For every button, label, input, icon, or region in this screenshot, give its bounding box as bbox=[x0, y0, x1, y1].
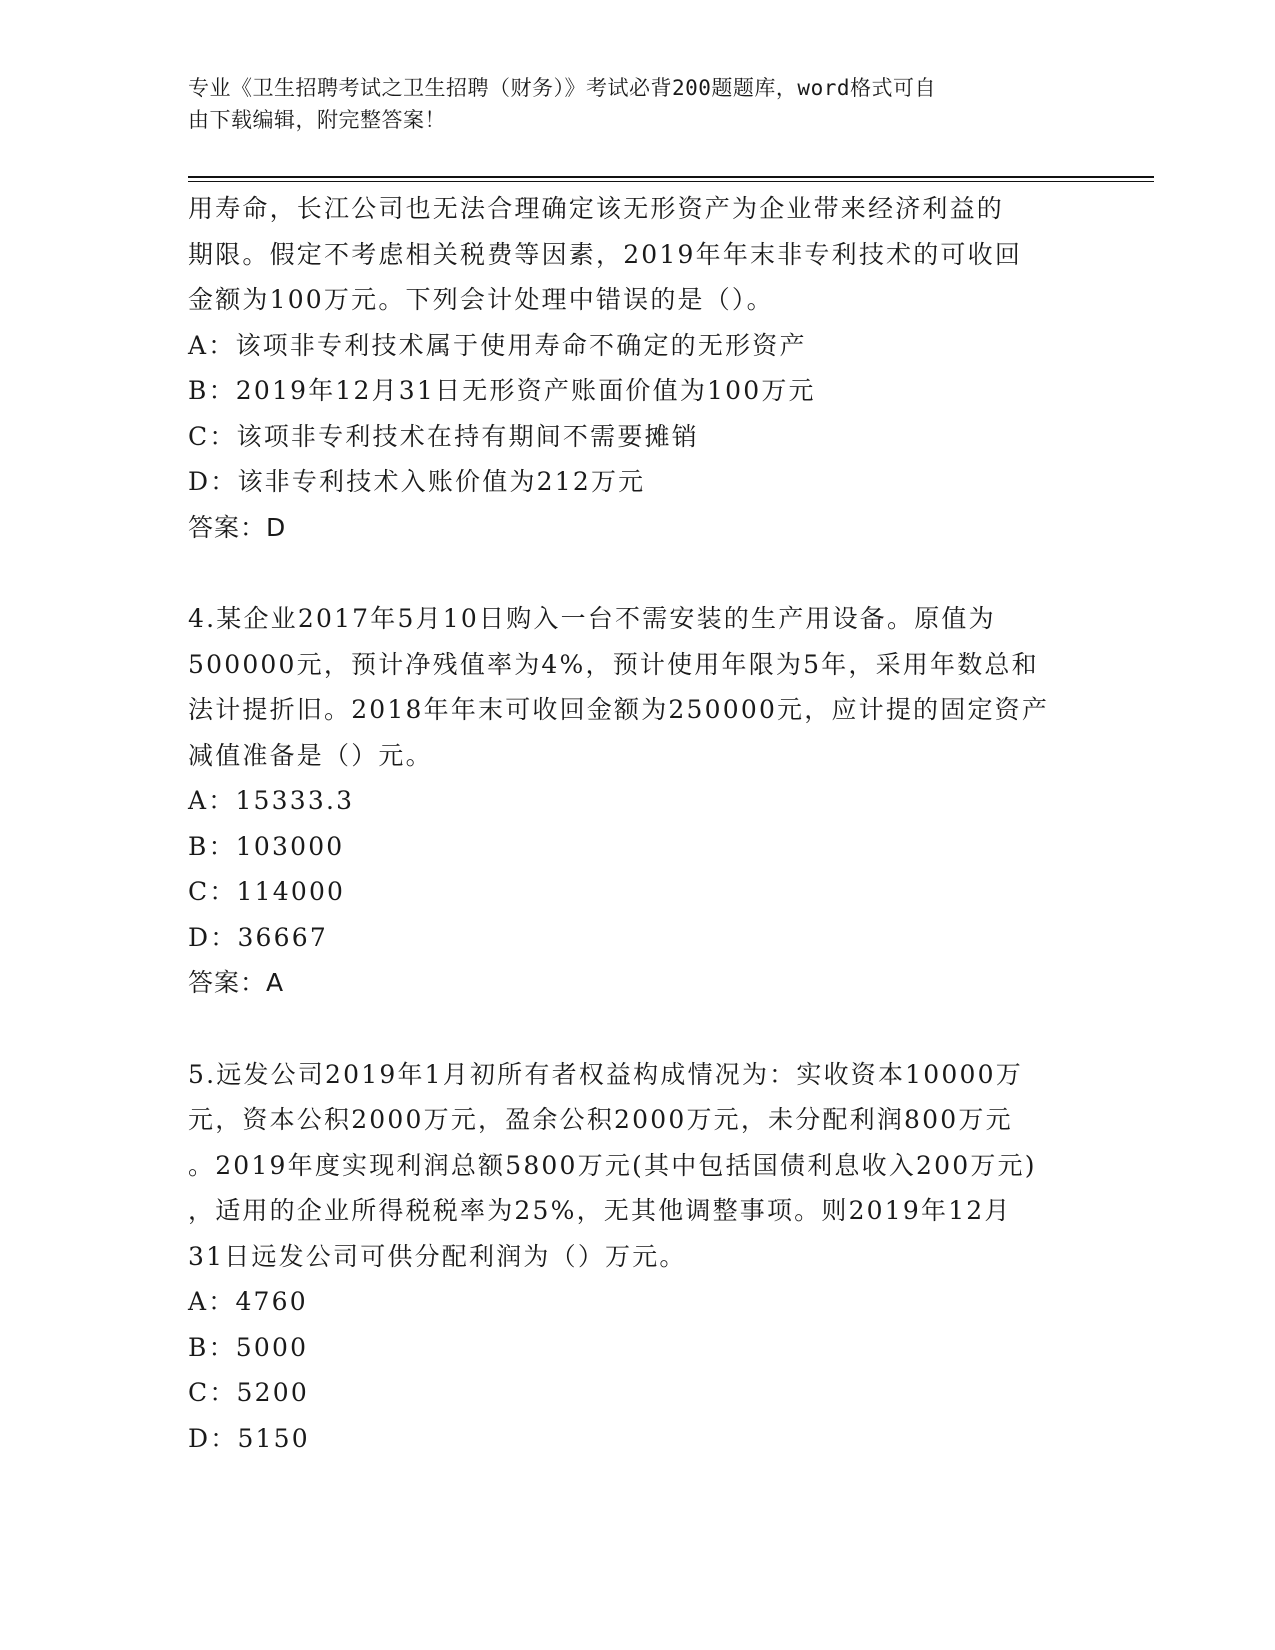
question-stem-line: 用寿命，长江公司也无法合理确定该无形资产为企业带来经济利益的 bbox=[188, 194, 1005, 223]
question-3 bbox=[188, 186, 1088, 550]
question-4 bbox=[188, 596, 1088, 1006]
option-b: B：103000 bbox=[188, 831, 345, 861]
option-c: C：该项非专利技术在持有期间不需要摊销 bbox=[188, 421, 699, 451]
header-line-1: 专业《卫生招聘考试之卫生招聘（财务）》考试必背200题题库，word格式可自 bbox=[188, 76, 936, 100]
header-rule-thin bbox=[188, 181, 1154, 182]
question-stem-line: 5.远发公司2019年1月初所有者权益构成情况为：实收资本10000万 bbox=[188, 1059, 1023, 1089]
question-stem-line: 元，资本公积2000万元，盈余公积2000万元，未分配利润800万元 bbox=[188, 1105, 1013, 1134]
answer-label: 答案：D bbox=[188, 512, 287, 542]
question-stem-line: 500000元，预计净残值率为4%，预计使用年限为5年，采用年数总和 bbox=[188, 649, 1039, 679]
option-d: D：5150 bbox=[188, 1423, 310, 1453]
question-stem-line: 金额为100万元。下列会计处理中错误的是（）。 bbox=[188, 285, 774, 314]
header-rule-thick bbox=[188, 176, 1154, 178]
option-b: B：2019年12月31日无形资产账面价值为100万元 bbox=[188, 376, 816, 405]
header-line-2: 由下载编辑，附完整答案！ bbox=[188, 108, 446, 132]
option-c: C：114000 bbox=[188, 877, 346, 906]
option-a: A：该项非专利技术属于使用寿命不确定的无形资产 bbox=[188, 330, 807, 360]
answer-label: 答案：A bbox=[188, 968, 285, 997]
option-c: C：5200 bbox=[188, 1378, 309, 1407]
option-d: D：36667 bbox=[188, 922, 328, 952]
option-b: B：5000 bbox=[188, 1332, 309, 1362]
question-stem-line: 法计提折旧。2018年年末可收回金额为250000元，应计提的固定资产 bbox=[188, 695, 1050, 724]
document-body bbox=[188, 186, 1088, 1461]
option-a: A：15333.3 bbox=[188, 786, 355, 815]
question-stem-line: ，适用的企业所得税税率为25%，无其他调整事项。则2019年12月 bbox=[188, 1196, 1012, 1225]
question-stem-line: 。2019年度实现利润总额5800万元(其中包括国债利息收入200万元) bbox=[188, 1150, 1037, 1180]
document-header bbox=[188, 72, 1068, 136]
question-5 bbox=[188, 1052, 1088, 1462]
question-stem-line: 减值准备是（）元。 bbox=[188, 740, 433, 770]
option-d: D：该非专利技术入账价值为212万元 bbox=[188, 467, 646, 496]
option-a: A：4760 bbox=[188, 1287, 308, 1316]
question-stem-line: 4.某企业2017年5月10日购入一台不需安装的生产用设备。原值为 bbox=[188, 604, 996, 633]
question-stem-line: 期限。假定不考虑相关税费等因素，2019年年末非专利技术的可收回 bbox=[188, 239, 1023, 269]
question-stem-line: 31日远发公司可供分配利润为（）万元。 bbox=[188, 1241, 687, 1271]
